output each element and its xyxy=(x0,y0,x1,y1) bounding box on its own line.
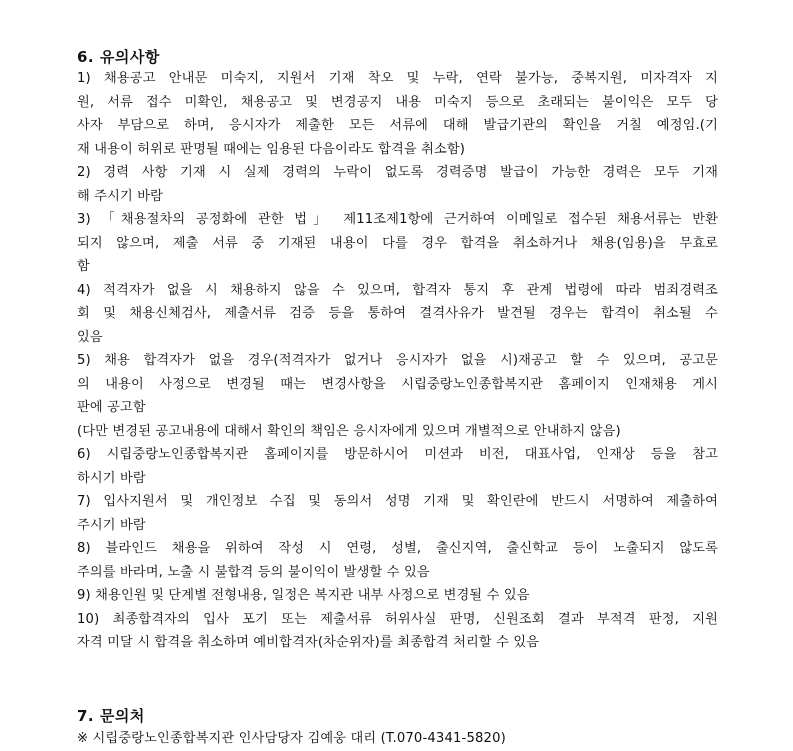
notice-text-line: 원, 서류 접수 미확인, 채용공고 및 변경공지 내용 미숙지 등으로 초래되는 불이익은 모두 당 xyxy=(77,95,718,110)
notice-text-line: 되지 않으며, 제출 서류 중 기재된 내용이 다를 경우 합격을 취소하거나 채용(임용)을 무효로 xyxy=(77,236,718,251)
notice-text-line: 9) 채용인원 및 단계별 전형내용, 일정은 복지관 내부 사정으로 변경될 수 있음 xyxy=(77,588,530,603)
notice-text-line: 함 xyxy=(77,259,90,274)
notice-text-line: 있음 xyxy=(77,330,103,345)
notice-text-line: 주시기 바람 xyxy=(77,518,146,533)
notice-text-line: (다만 변경된 공고내용에 대해서 확인의 책임은 응시자에게 있으며 개별적으로 안내하지 않음) xyxy=(77,424,621,439)
notice-text-line: 판에 공고함 xyxy=(77,400,146,415)
notice-text-line: 7) 입사지원서 및 개인정보 수집 및 동의서 성명 기재 및 확인란에 반드시 서명하여 제출하여 xyxy=(77,494,718,509)
notice-text-line: 자격 미달 시 합격을 취소하며 예비합격자(차순위자)를 최종합격 처리할 수 있음 xyxy=(77,635,540,650)
notice-text-line: 주의를 바라며, 노출 시 불합격 등의 불이익이 발생할 수 있음 xyxy=(77,565,430,580)
notice-text-line: 해 주시기 바람 xyxy=(77,189,164,204)
notice-text-line: 2) 경력 사항 기재 시 실제 경력의 누락이 없도록 경력증명 발급이 가능한 경력은 모두 기재 xyxy=(77,165,718,180)
section-6-heading: 6. 유의사항 xyxy=(77,48,160,66)
notice-text-line: 사자 부담으로 하며, 응시자가 제출한 모든 서류에 대해 발급기관의 확인을 거칠 예정임.(기 xyxy=(77,118,718,133)
contact-line: ※ 시립중랑노인종합복지관 인사담당자 김예웅 대리 (T.070-4341-5820) xyxy=(77,731,506,746)
notice-text-line: 3) 「채용절차의 공정화에 관한 법」 제11조제1항에 근거하여 이메일로 접수된 채용서류는 반환 xyxy=(77,212,718,227)
section-7-heading: 7. 문의처 xyxy=(77,707,145,725)
notice-text-line: 회 및 채용신체검사, 제출서류 검증 등을 통하여 결격사유가 발견될 경우는 합격이 취소될 수 xyxy=(77,306,718,321)
notice-text-line: 의 내용이 사정으로 변경될 때는 변경사항을 시립중랑노인종합복지관 홈페이지 인재채용 게시 xyxy=(77,377,718,392)
notice-text-line: 10) 최종합격자의 입사 포기 또는 제출서류 허위사실 판명, 신원조회 결과 부적격 판정, 지원 xyxy=(77,612,718,627)
notice-text-line: 하시기 바람 xyxy=(77,471,146,486)
notice-text-line: 1) 채용공고 안내문 미숙지, 지원서 기재 착오 및 누락, 연락 불가능, 중복지원, 미자격자 지 xyxy=(77,71,718,86)
notice-text-line: 6) 시립중랑노인종합복지관 홈페이지를 방문하시어 미션과 비전, 대표사업, 인재상 등을 참고 xyxy=(77,447,718,462)
notice-text-line: 8) 블라인드 채용을 위하여 작성 시 연령, 성별, 출신지역, 출신학교 등이 노출되지 않도록 xyxy=(77,541,718,556)
notice-text-line: 재 내용이 허위로 판명될 때에는 임용된 다음이라도 합격을 취소함) xyxy=(77,142,466,157)
notice-text-line: 5) 채용 합격자가 없을 경우(적격자가 없거나 응시자가 없을 시)재공고 할 수 있으며, 공고문 xyxy=(77,353,718,368)
notice-text-line: 4) 적격자가 없을 시 채용하지 않을 수 있으며, 합격자 통지 후 관계 법령에 따라 범죄경력조 xyxy=(77,283,718,298)
